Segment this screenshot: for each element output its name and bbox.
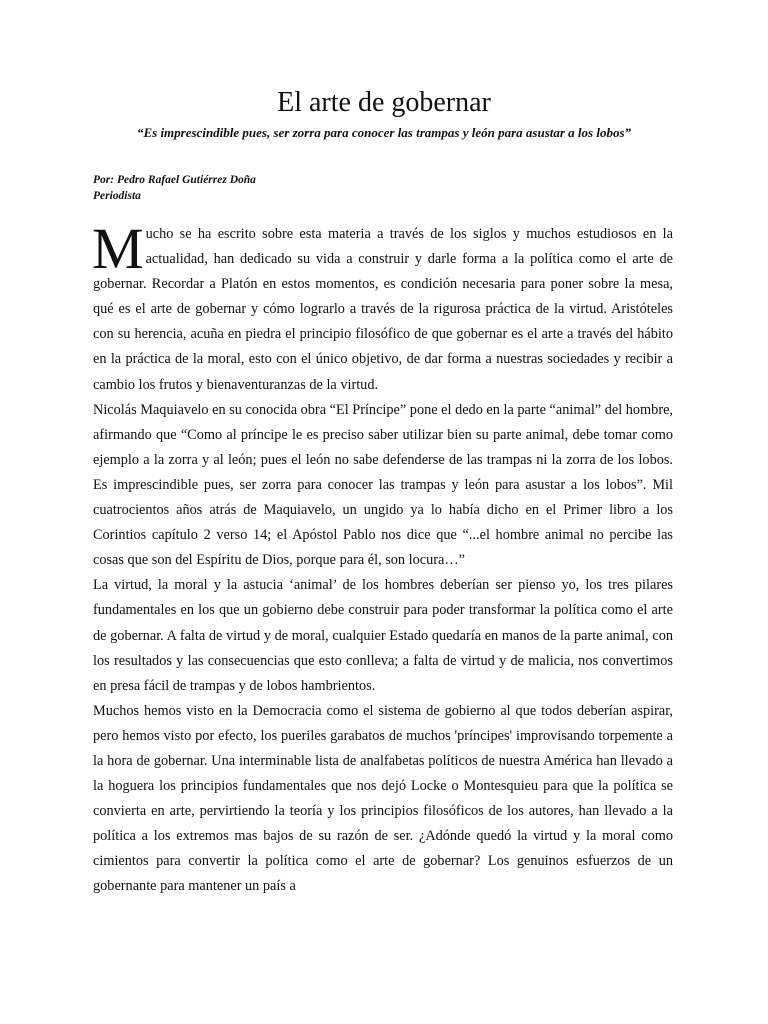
document-title: El arte de gobernar: [277, 87, 491, 118]
paragraph-1: [92, 216, 673, 398]
byline: [93, 172, 256, 204]
paragraph-3: La virtud, la moral y la astucia ‘animal’ de los hombres deberían ser pienso yo, los tres pilares fundamentales en los que un gobierno debe construir para poder transformar la política como el arte de gobernar. A falta de virtud y de moral, cualquier Estado quedaría en manos de la parte animal, con los resultados y las consecuencias que esto conlleva; a falta de virtud y de malicia, nos convertimos en presa fácil de trampas y de lobos hambrientos.: [93, 577, 673, 694]
epigraph-quote: “Es imprescindible pues, ser zorra para conocer las trampas y león para asustar a los lobos”: [136, 125, 632, 140]
article-body: [92, 216, 673, 900]
paragraph-2: Nicolás Maquiavelo en su conocida obra “El Príncipe” pone el dedo en la parte “animal” del hombre, afirmando que “Como al príncipe le es preciso saber utilizar bien su parte animal, debe tomar como ejemplo a la zorra y al león; pues el león no sabe defenderse de las trampas ni la zorra de los lobos. Es imprescindible pues, ser zorra para conocer las trampas y león para asustar a los lobos”. Mil cuatrocientos años atrás de Maquiavelo, un ungido ya lo había dicho en el Primer libro a los Corintios capítulo 2 verso 14; el Apóstol Pablo nos dice que “...el hombre animal no percibe las cosas que son del Espíritu de Dios, porque para él, son locura…”: [93, 401, 673, 569]
byline-author: Por: Pedro Rafael Gutiérrez Doña: [93, 174, 256, 186]
byline-role: Periodista: [93, 190, 141, 202]
paragraph-4: Muchos hemos visto en la Democracia como el sistema de gobierno al que todos deberían aspirar, pero hemos visto por efecto, los pueriles garabatos de muchos 'príncipes' improvisando torpemente a la hora de gobernar. Una interminable lista de analfabetas políticos de nuestra América han llevado a la hoguera los principios fundamentales que nos dejó Locke o Montesquieu para que la política se convierta en arte, pervirtiendo la teoría y los principios filosóficos de los autores, han llevado a la política a los extremos mas bajos de su razón de ser. ¿Adónde quedó la virtud y la moral como cimientos para convertir la política como el arte de gobernar? Los genuinos esfuerzos de un gobernante para mantener un país a: [93, 702, 673, 895]
drop-cap: M: [92, 216, 144, 281]
paragraph-1-text: ucho se ha escrito sobre esta materia a través de los siglos y muchos estudiosos en la actualidad, han dedicado su vida a construir y darle forma a la política como el arte de gobernar. Recordar a Platón en estos momentos, es condición necesaria para poner sobre la mesa, qué es el arte de gobernar y cómo lograrlo a través de la rigurosa práctica de la virtud. Aristóteles con su herencia, acuña en piedra el principio filosófico de que gobernar es el arte a través del hábito en la práctica de la moral, esto con el único objetivo, de dar forma a nuestras sociedades y recibir a cambio los frutos y bienaventuranzas de la virtud.: [93, 226, 673, 393]
